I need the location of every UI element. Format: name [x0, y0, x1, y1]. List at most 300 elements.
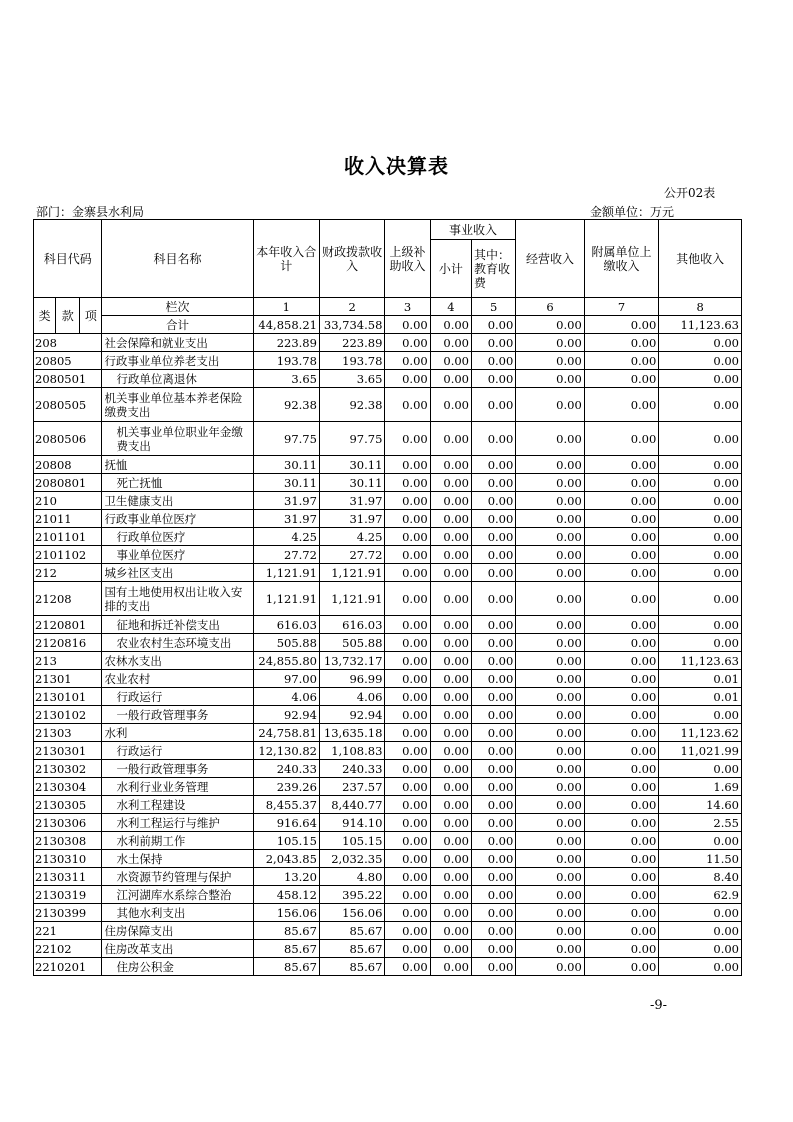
amount-cell: 0.00	[472, 634, 516, 652]
subject-code: 2101102	[34, 546, 102, 564]
amount-cell: 0.00	[516, 582, 584, 616]
amount-cell: 0.00	[516, 796, 584, 814]
amount-cell: 0.00	[584, 742, 659, 760]
page-title: 收入决算表	[344, 154, 449, 178]
amount-cell: 240.33	[253, 760, 319, 778]
amount-cell: 97.75	[319, 422, 384, 456]
amount-cell: 0.00	[430, 352, 471, 370]
amount-cell: 0.00	[584, 616, 659, 634]
table-row	[34, 868, 742, 886]
amount-cell: 62.9	[659, 886, 742, 904]
amount-cell: 0.00	[659, 422, 742, 456]
amount-cell: 0.00	[584, 796, 659, 814]
amount-cell: 0.00	[430, 564, 471, 582]
subject-code: 2130399	[34, 904, 102, 922]
amount-cell: 0.00	[584, 422, 659, 456]
table-row	[34, 616, 742, 634]
amount-cell: 0.00	[584, 814, 659, 832]
header-other: 其他收入	[659, 220, 742, 298]
header-lanci: 栏次	[102, 298, 253, 316]
table-row	[34, 760, 742, 778]
amount-cell: 105.15	[319, 832, 384, 850]
amount-cell: 0.00	[516, 474, 584, 492]
table-row	[34, 352, 742, 370]
department-label: 部门：金寨县水利局	[36, 205, 145, 219]
amount-cell: 4.80	[319, 868, 384, 886]
amount-cell: 0.00	[584, 940, 659, 958]
header-lei: 类	[34, 298, 56, 334]
subject-code: 21208	[34, 582, 102, 616]
amount-cell: 193.78	[253, 352, 319, 370]
subject-name: 国有土地使用权出让收入安排的支出	[102, 582, 253, 616]
amount-cell: 24,855.80	[253, 652, 319, 670]
amount-cell: 0.00	[659, 922, 742, 940]
subject-code: 2130304	[34, 778, 102, 796]
subject-name: 事业单位医疗	[102, 546, 253, 564]
amount-cell: 0.00	[659, 510, 742, 528]
amount-cell: 0.00	[385, 334, 430, 352]
amount-cell: 914.10	[319, 814, 384, 832]
amount-cell: 0.00	[385, 422, 430, 456]
header-operating: 经营收入	[516, 220, 584, 298]
subject-name: 城乡社区支出	[102, 564, 253, 582]
amount-cell: 0.00	[516, 388, 584, 422]
subject-code: 2120816	[34, 634, 102, 652]
amount-cell: 0.00	[385, 958, 430, 976]
amount-cell: 4.25	[253, 528, 319, 546]
amount-cell: 31.97	[253, 510, 319, 528]
amount-cell: 13,732.17	[319, 652, 384, 670]
table-row	[34, 474, 742, 492]
subject-name: 一般行政管理事务	[102, 760, 253, 778]
amount-cell: 0.00	[385, 760, 430, 778]
subject-name: 行政事业单位养老支出	[102, 352, 253, 370]
amount-cell: 0.00	[430, 886, 471, 904]
amount-cell: 0.00	[385, 886, 430, 904]
amount-cell: 0.00	[584, 958, 659, 976]
table-row	[34, 742, 742, 760]
table-row	[34, 940, 742, 958]
amount-cell: 0.00	[430, 832, 471, 850]
amount-cell: 14.60	[659, 796, 742, 814]
amount-cell: 0.00	[472, 352, 516, 370]
table-row	[34, 510, 742, 528]
amount-cell: 0.00	[430, 634, 471, 652]
amount-cell: 30.11	[319, 456, 384, 474]
amount-cell: 2,032.35	[319, 850, 384, 868]
amount-cell: 0.00	[516, 510, 584, 528]
amount-unit-label: 金额单位：万元	[590, 205, 675, 219]
amount-cell: 0.00	[385, 778, 430, 796]
total-label: 合计	[102, 316, 253, 334]
income-final-accounts-table	[33, 219, 742, 976]
table-row	[34, 850, 742, 868]
amount-cell: 0.00	[430, 528, 471, 546]
amount-cell: 0.00	[659, 904, 742, 922]
amount-cell: 27.72	[253, 546, 319, 564]
amount-cell: 0.00	[472, 904, 516, 922]
amount-cell: 0.00	[385, 796, 430, 814]
amount-cell: 0.00	[584, 634, 659, 652]
amount-cell: 0.00	[430, 922, 471, 940]
amount-cell: 0.00	[385, 546, 430, 564]
amount-cell: 0.00	[472, 742, 516, 760]
amount-cell: 395.22	[319, 886, 384, 904]
form-number: 公开02表	[664, 186, 716, 200]
amount-cell: 8,440.77	[319, 796, 384, 814]
amount-cell: 0.00	[659, 546, 742, 564]
table-row	[34, 814, 742, 832]
amount-cell: 0.00	[584, 510, 659, 528]
amount-cell: 0.01	[659, 688, 742, 706]
amount-cell: 0.00	[516, 670, 584, 688]
amount-cell: 0.00	[516, 352, 584, 370]
subject-name: 行政单位医疗	[102, 528, 253, 546]
subject-name: 卫生健康支出	[102, 492, 253, 510]
amount-cell: 616.03	[319, 616, 384, 634]
total-value: 33,734.58	[319, 316, 384, 334]
amount-cell: 11,123.62	[659, 724, 742, 742]
table-row	[34, 492, 742, 510]
amount-cell: 193.78	[319, 352, 384, 370]
subject-name: 其他水利支出	[102, 904, 253, 922]
table-row	[34, 904, 742, 922]
amount-cell: 30.11	[253, 456, 319, 474]
amount-cell: 92.38	[319, 388, 384, 422]
amount-cell: 0.00	[659, 706, 742, 724]
amount-cell: 223.89	[319, 334, 384, 352]
col-num: 8	[659, 298, 742, 316]
subject-name: 住房改革支出	[102, 940, 253, 958]
amount-cell: 0.00	[516, 528, 584, 546]
amount-cell: 3.65	[253, 370, 319, 388]
subject-name: 行政运行	[102, 742, 253, 760]
amount-cell: 13,635.18	[319, 724, 384, 742]
amount-cell: 0.00	[659, 760, 742, 778]
header-career: 事业收入	[430, 220, 516, 240]
amount-cell: 0.00	[472, 814, 516, 832]
amount-cell: 0.00	[472, 940, 516, 958]
amount-cell: 0.00	[385, 352, 430, 370]
amount-cell: 0.00	[584, 370, 659, 388]
amount-cell: 0.00	[472, 778, 516, 796]
subject-name: 一般行政管理事务	[102, 706, 253, 724]
amount-cell: 0.00	[516, 706, 584, 724]
subject-name: 行政单位离退休	[102, 370, 253, 388]
amount-cell: 237.57	[319, 778, 384, 796]
subject-code: 221	[34, 922, 102, 940]
table-row	[34, 670, 742, 688]
amount-cell: 0.00	[430, 422, 471, 456]
amount-cell: 156.06	[319, 904, 384, 922]
amount-cell: 616.03	[253, 616, 319, 634]
amount-cell: 0.00	[516, 742, 584, 760]
amount-cell: 0.00	[385, 940, 430, 958]
amount-cell: 0.00	[430, 334, 471, 352]
subject-code: 2130302	[34, 760, 102, 778]
amount-cell: 0.00	[385, 904, 430, 922]
subject-name: 住房保障支出	[102, 922, 253, 940]
amount-cell: 2.55	[659, 814, 742, 832]
amount-cell: 0.00	[584, 778, 659, 796]
amount-cell: 0.00	[516, 850, 584, 868]
amount-cell: 0.00	[516, 832, 584, 850]
amount-cell: 31.97	[253, 492, 319, 510]
amount-cell: 3.65	[319, 370, 384, 388]
amount-cell: 0.00	[472, 868, 516, 886]
subject-name: 农业农村	[102, 670, 253, 688]
amount-cell: 0.00	[385, 814, 430, 832]
amount-cell: 11.50	[659, 850, 742, 868]
subject-code: 20805	[34, 352, 102, 370]
col-num: 4	[430, 298, 471, 316]
amount-cell: 0.00	[385, 492, 430, 510]
amount-cell: 0.00	[584, 652, 659, 670]
amount-cell: 0.00	[516, 922, 584, 940]
amount-cell: 0.00	[584, 904, 659, 922]
amount-cell: 0.00	[472, 886, 516, 904]
subject-code: 2130305	[34, 796, 102, 814]
header-education: 其中：教育收费	[472, 240, 516, 298]
amount-cell: 4.25	[319, 528, 384, 546]
amount-cell: 0.00	[385, 582, 430, 616]
subject-code: 208	[34, 334, 102, 352]
amount-cell: 0.00	[430, 492, 471, 510]
table-row	[34, 546, 742, 564]
subject-code: 2130101	[34, 688, 102, 706]
amount-cell: 31.97	[319, 510, 384, 528]
amount-cell: 0.00	[430, 724, 471, 742]
amount-cell: 0.00	[516, 958, 584, 976]
amount-cell: 0.01	[659, 670, 742, 688]
amount-cell: 0.00	[385, 456, 430, 474]
amount-cell: 0.00	[584, 456, 659, 474]
amount-cell: 0.00	[584, 886, 659, 904]
subject-name: 死亡抚恤	[102, 474, 253, 492]
header-total: 本年收入合计	[253, 220, 319, 298]
amount-cell: 916.64	[253, 814, 319, 832]
amount-cell: 85.67	[319, 940, 384, 958]
amount-cell: 0.00	[430, 904, 471, 922]
amount-cell: 0.00	[659, 940, 742, 958]
amount-cell: 0.00	[385, 616, 430, 634]
amount-cell: 0.00	[516, 616, 584, 634]
amount-cell: 0.00	[472, 760, 516, 778]
subject-code: 2130308	[34, 832, 102, 850]
table-row	[34, 886, 742, 904]
amount-cell: 505.88	[319, 634, 384, 652]
table-row	[34, 724, 742, 742]
subject-code: 2080506	[34, 422, 102, 456]
amount-cell: 240.33	[319, 760, 384, 778]
amount-cell: 0.00	[472, 546, 516, 564]
subject-name: 住房公积金	[102, 958, 253, 976]
amount-cell: 0.00	[584, 388, 659, 422]
amount-cell: 0.00	[516, 760, 584, 778]
amount-cell: 92.94	[319, 706, 384, 724]
amount-cell: 0.00	[472, 616, 516, 634]
amount-cell: 0.00	[516, 370, 584, 388]
amount-cell: 0.00	[659, 352, 742, 370]
amount-cell: 0.00	[659, 334, 742, 352]
amount-cell: 0.00	[385, 742, 430, 760]
amount-cell: 0.00	[516, 492, 584, 510]
table-row	[34, 652, 742, 670]
subject-code: 22102	[34, 940, 102, 958]
amount-cell: 1,121.91	[253, 582, 319, 616]
amount-cell: 1,121.91	[319, 564, 384, 582]
table-row	[34, 582, 742, 616]
amount-cell: 0.00	[430, 370, 471, 388]
amount-cell: 0.00	[430, 850, 471, 868]
amount-cell: 0.00	[472, 850, 516, 868]
subject-code: 212	[34, 564, 102, 582]
amount-cell: 0.00	[430, 742, 471, 760]
amount-cell: 0.00	[659, 634, 742, 652]
amount-cell: 0.00	[472, 564, 516, 582]
amount-cell: 0.00	[659, 370, 742, 388]
subject-name: 机关事业单位基本养老保险缴费支出	[102, 388, 253, 422]
amount-cell: 0.00	[516, 652, 584, 670]
table-row	[34, 370, 742, 388]
amount-cell: 0.00	[472, 492, 516, 510]
amount-cell: 0.00	[516, 904, 584, 922]
table-row	[34, 528, 742, 546]
amount-cell: 31.97	[319, 492, 384, 510]
amount-cell: 0.00	[584, 334, 659, 352]
amount-cell: 0.00	[516, 634, 584, 652]
amount-cell: 0.00	[472, 456, 516, 474]
total-value: 44,858.21	[253, 316, 319, 334]
amount-cell: 0.00	[430, 868, 471, 886]
subject-code: 21301	[34, 670, 102, 688]
amount-cell: 11,123.63	[659, 652, 742, 670]
total-value: 0.00	[430, 316, 471, 334]
header-fiscal: 财政拨款收入	[319, 220, 384, 298]
subject-code: 2130306	[34, 814, 102, 832]
subject-name: 水资源节约管理与保护	[102, 868, 253, 886]
amount-cell: 92.38	[253, 388, 319, 422]
subject-code: 20808	[34, 456, 102, 474]
page-number: -9-	[650, 998, 668, 1013]
amount-cell: 0.00	[472, 724, 516, 742]
amount-cell: 223.89	[253, 334, 319, 352]
subject-code: 2120801	[34, 616, 102, 634]
amount-cell: 13.20	[253, 868, 319, 886]
table-row	[34, 778, 742, 796]
amount-cell: 0.00	[584, 492, 659, 510]
table-row	[34, 634, 742, 652]
amount-cell: 30.11	[319, 474, 384, 492]
amount-cell: 0.00	[430, 652, 471, 670]
table-row	[34, 334, 742, 352]
table-row	[34, 706, 742, 724]
amount-cell: 97.75	[253, 422, 319, 456]
amount-cell: 156.06	[253, 904, 319, 922]
amount-cell: 0.00	[385, 474, 430, 492]
amount-cell: 0.00	[472, 510, 516, 528]
col-num: 1	[253, 298, 319, 316]
amount-cell: 0.00	[385, 388, 430, 422]
header-xiang: 项	[80, 298, 102, 334]
amount-cell: 505.88	[253, 634, 319, 652]
total-row	[34, 316, 742, 334]
amount-cell: 1,121.91	[253, 564, 319, 582]
subject-name: 行政运行	[102, 688, 253, 706]
subject-code: 21303	[34, 724, 102, 742]
subject-code: 2210201	[34, 958, 102, 976]
subject-code: 2130310	[34, 850, 102, 868]
subject-code: 2130102	[34, 706, 102, 724]
col-num: 2	[319, 298, 384, 316]
subject-name: 水利前期工作	[102, 832, 253, 850]
amount-cell: 0.00	[472, 796, 516, 814]
amount-cell: 0.00	[516, 546, 584, 564]
amount-cell: 0.00	[516, 724, 584, 742]
amount-cell: 0.00	[584, 922, 659, 940]
amount-cell: 0.00	[472, 922, 516, 940]
amount-cell: 85.67	[319, 922, 384, 940]
amount-cell: 0.00	[385, 634, 430, 652]
amount-cell: 0.00	[472, 474, 516, 492]
amount-cell: 0.00	[385, 922, 430, 940]
amount-cell: 0.00	[659, 492, 742, 510]
amount-cell: 0.00	[516, 422, 584, 456]
amount-cell: 0.00	[472, 832, 516, 850]
amount-cell: 0.00	[659, 958, 742, 976]
amount-cell: 0.00	[472, 582, 516, 616]
col-num: 5	[472, 298, 516, 316]
amount-cell: 0.00	[516, 688, 584, 706]
amount-cell: 0.00	[385, 850, 430, 868]
amount-cell: 0.00	[584, 564, 659, 582]
subject-code: 2130311	[34, 868, 102, 886]
amount-cell: 0.00	[385, 706, 430, 724]
amount-cell: 0.00	[430, 456, 471, 474]
subject-name: 征地和拆迁补偿支出	[102, 616, 253, 634]
amount-cell: 1,108.83	[319, 742, 384, 760]
table-row	[34, 422, 742, 456]
subject-code: 210	[34, 492, 102, 510]
amount-cell: 0.00	[472, 422, 516, 456]
subject-name: 水利	[102, 724, 253, 742]
table-row	[34, 456, 742, 474]
subject-name: 水利工程运行与维护	[102, 814, 253, 832]
amount-cell: 0.00	[516, 814, 584, 832]
amount-cell: 0.00	[430, 688, 471, 706]
amount-cell: 0.00	[385, 528, 430, 546]
subject-name: 水利行业业务管理	[102, 778, 253, 796]
subject-name: 水利工程建设	[102, 796, 253, 814]
amount-cell: 0.00	[584, 850, 659, 868]
amount-cell: 4.06	[319, 688, 384, 706]
amount-cell: 27.72	[319, 546, 384, 564]
amount-cell: 0.00	[430, 706, 471, 724]
table-row	[34, 564, 742, 582]
subject-code: 2080501	[34, 370, 102, 388]
amount-cell: 0.00	[472, 706, 516, 724]
amount-cell: 8,455.37	[253, 796, 319, 814]
table-row	[34, 922, 742, 940]
amount-cell: 0.00	[430, 796, 471, 814]
amount-cell: 0.00	[472, 370, 516, 388]
amount-cell: 0.00	[659, 388, 742, 422]
amount-cell: 0.00	[584, 546, 659, 564]
subject-code: 2080505	[34, 388, 102, 422]
subject-code: 2080801	[34, 474, 102, 492]
amount-cell: 0.00	[584, 832, 659, 850]
amount-cell: 0.00	[584, 760, 659, 778]
